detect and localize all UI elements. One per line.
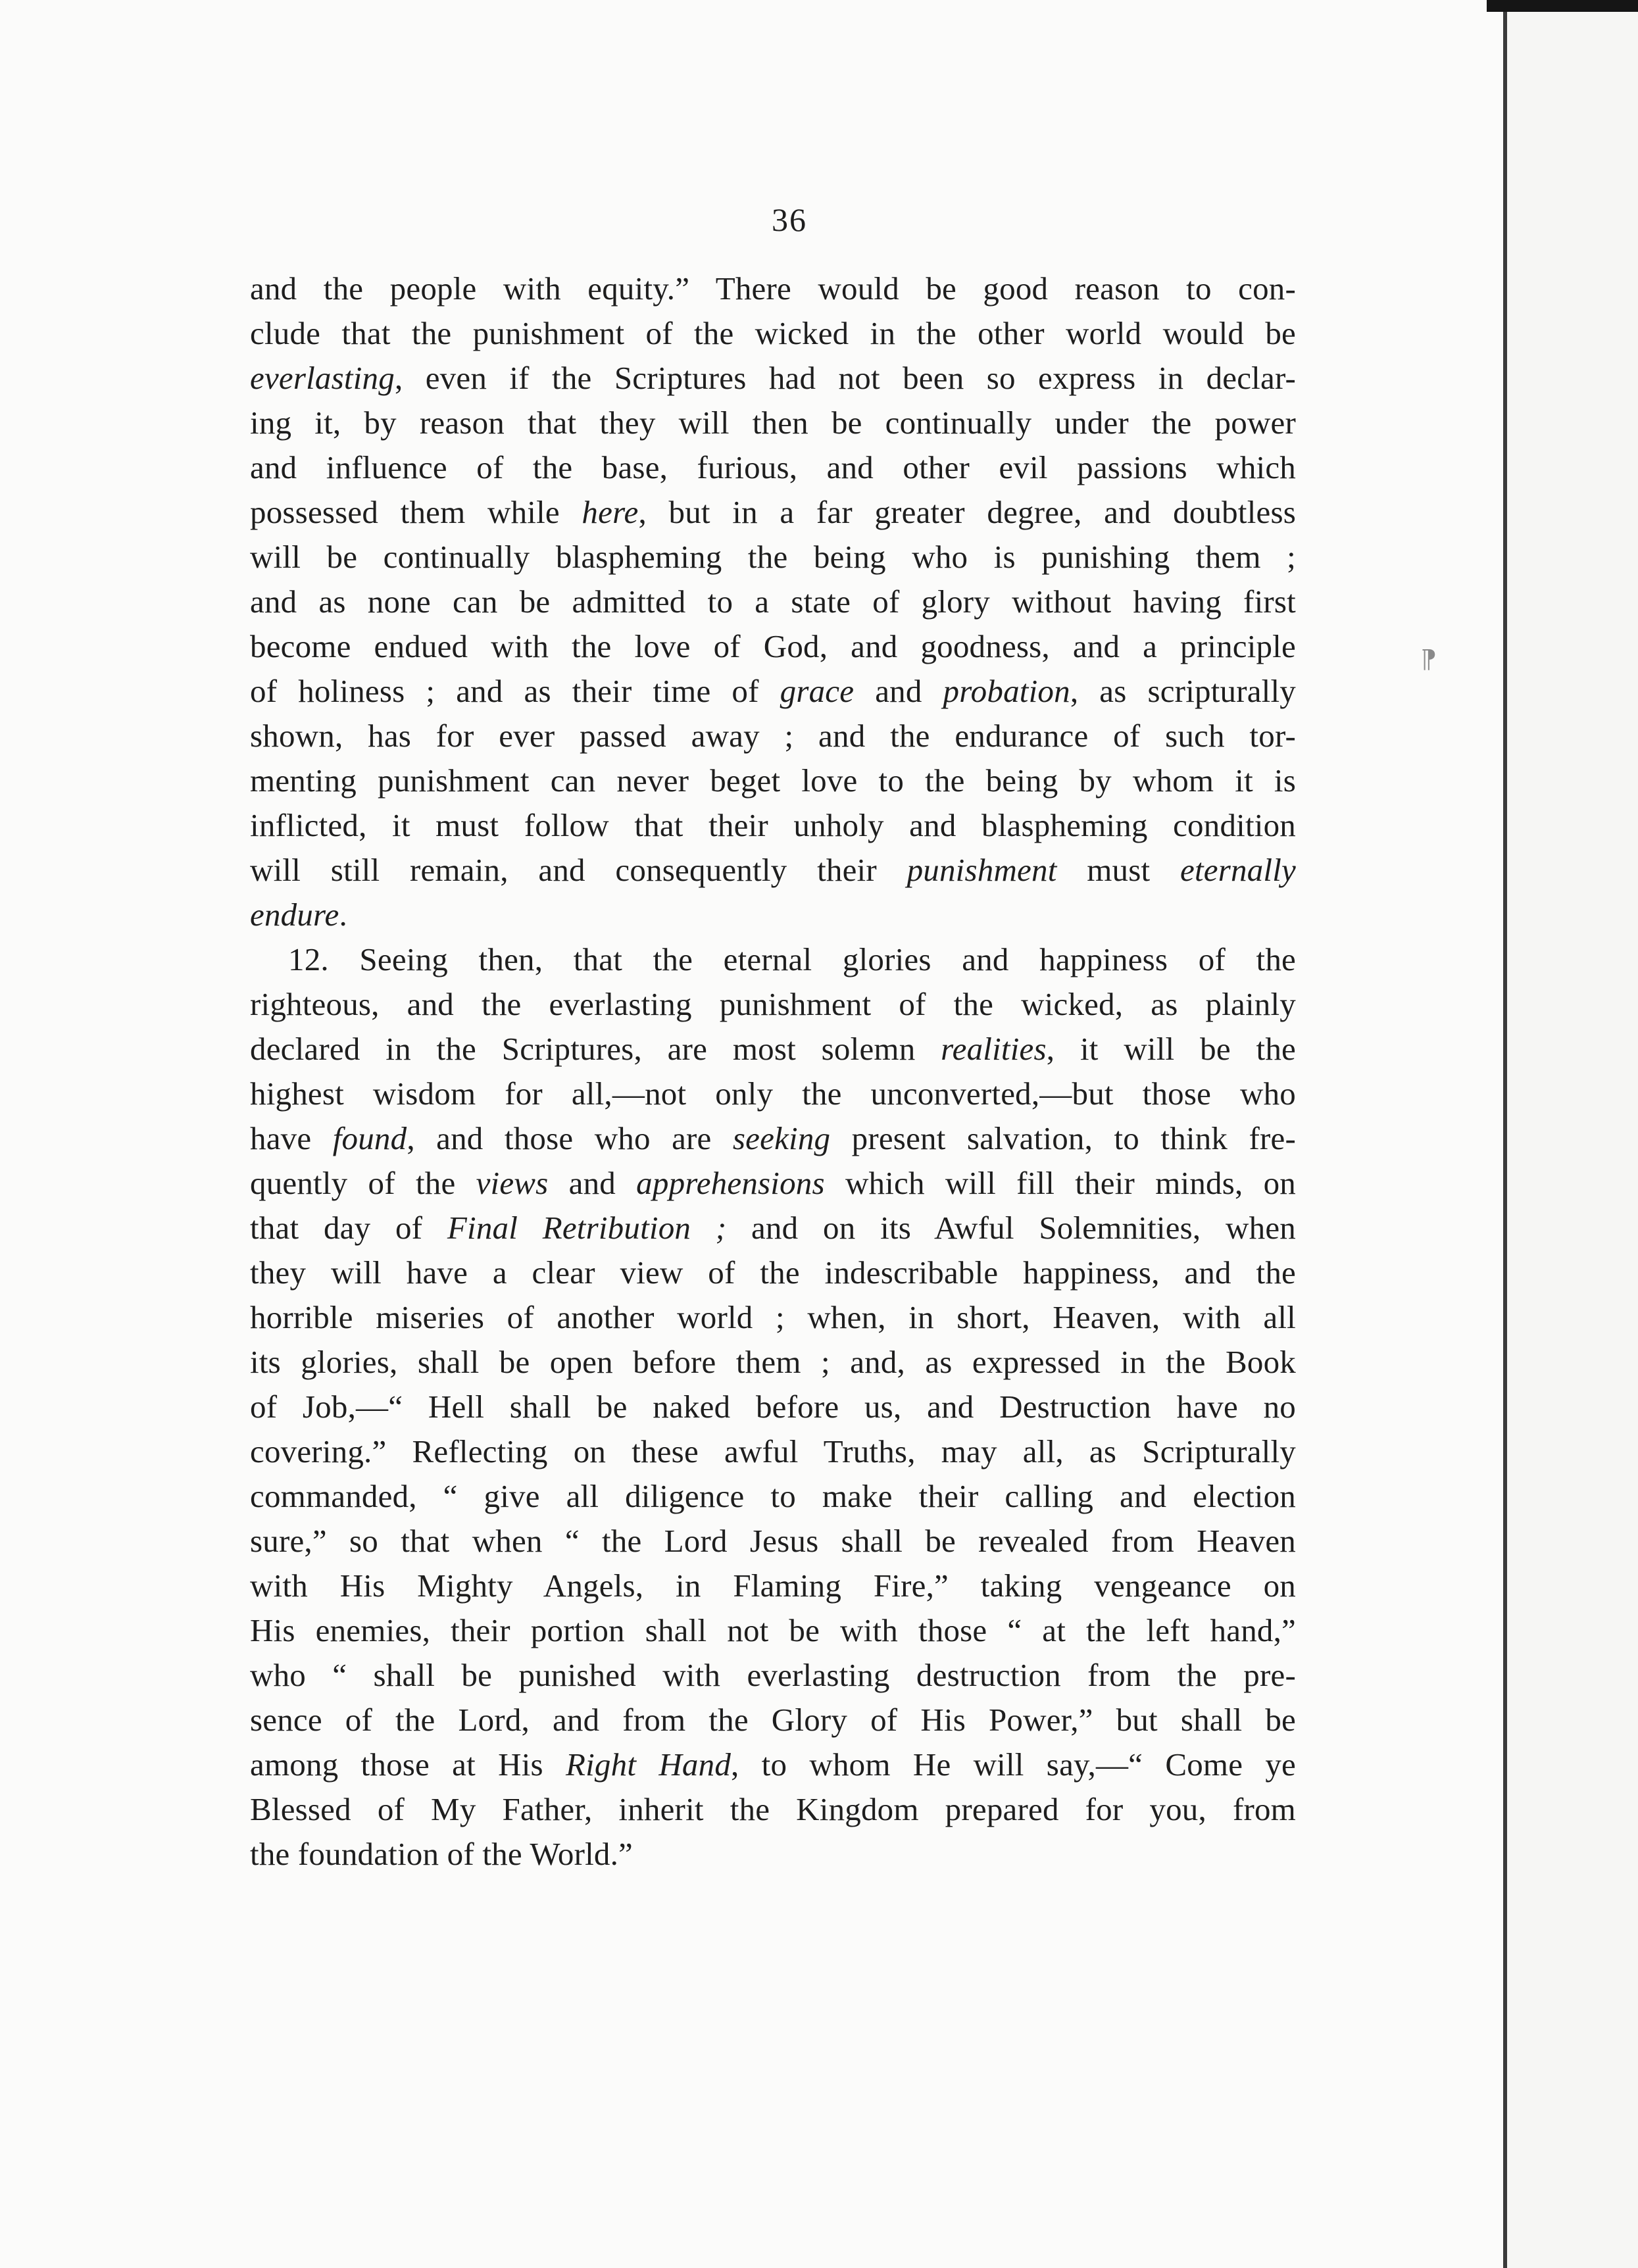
body-text xyxy=(250,266,1296,1877)
text-run: , as scripturally xyxy=(1070,673,1297,709)
text-run: become endued with the love of God, and goodness, and a principle xyxy=(250,628,1296,664)
text-line xyxy=(250,1072,1296,1116)
text-line xyxy=(250,848,1296,893)
text-line xyxy=(250,714,1296,758)
text-run: must xyxy=(1056,852,1181,888)
text-line xyxy=(250,1295,1296,1340)
text-run: horrible miseries of another world ; when, in short, Heaven, with all xyxy=(250,1299,1296,1335)
text-run: of holiness ; and as their time of xyxy=(250,673,780,709)
text-run: of Job,—“ Hell shall be naked before us, and Destruction have no xyxy=(250,1389,1296,1425)
text-run: inflicted, it must follow that their unholy and blaspheming condition xyxy=(250,807,1296,843)
text-line xyxy=(250,1832,1296,1877)
text-line xyxy=(250,356,1296,401)
scan-page-edge xyxy=(1503,0,1507,2268)
italic-text-run: everlasting xyxy=(250,360,395,396)
text-line xyxy=(250,445,1296,490)
text-run: its glories, shall be open before them ; and, as expressed in the Book xyxy=(250,1344,1296,1380)
italic-text-run: Right Hand xyxy=(565,1746,732,1783)
text-line xyxy=(250,311,1296,356)
text-run: and xyxy=(548,1165,637,1201)
text-run: and on its Awful Solemnities, when xyxy=(726,1210,1296,1246)
text-run: covering.” Reflecting on these awful Truths, may all, as Scripturally xyxy=(250,1433,1296,1469)
italic-text-run: here xyxy=(582,494,639,530)
text-run: Blessed of My Father, inherit the Kingdom prepared for you, from xyxy=(250,1791,1296,1827)
text-run: who “ shall be punished with everlasting destruction from the pre- xyxy=(250,1657,1296,1693)
text-line xyxy=(250,1653,1296,1698)
text-run: among those at His xyxy=(250,1746,566,1783)
text-run: will still remain, and consequently their xyxy=(250,852,907,888)
text-run: they will have a clear view of the indescribable happiness, and the xyxy=(250,1254,1296,1291)
text-run: highest wisdom for all,—not only the unconverted,—but those who xyxy=(250,1075,1296,1112)
text-run: menting punishment can never beget love to the being by whom it is xyxy=(250,762,1296,799)
italic-text-run: realities xyxy=(941,1031,1047,1067)
text-run: which will fill their minds, on xyxy=(824,1165,1297,1201)
text-run: sure,” so that when “ the Lord Jesus shall be revealed from Heaven xyxy=(250,1523,1296,1559)
text-line xyxy=(250,1608,1296,1653)
text-line xyxy=(250,1474,1296,1519)
text-run: and xyxy=(854,673,943,709)
text-line xyxy=(250,893,1296,937)
text-run: , to whom He will say,—“ Come ye xyxy=(731,1746,1297,1783)
text-line xyxy=(250,266,1296,311)
text-line xyxy=(250,1429,1296,1474)
text-line xyxy=(250,1787,1296,1832)
text-run: and the people with equity.” There would be good reason to con- xyxy=(250,270,1296,307)
text-line xyxy=(250,1250,1296,1295)
text-line xyxy=(250,535,1296,579)
text-run: , but in a far greater degree, and doubtless xyxy=(638,494,1296,530)
text-run: commanded, “ give all diligence to make their calling and election xyxy=(250,1478,1296,1514)
text-line xyxy=(250,1698,1296,1742)
italic-text-run: Final Retribution ; xyxy=(447,1210,727,1246)
text-run: with His Mighty Angels, in Flaming Fire,” taking vengeance on xyxy=(250,1567,1296,1604)
text-run: , even if the Scriptures had not been so express in declar- xyxy=(394,360,1296,396)
scan-right-margin xyxy=(1507,0,1638,2268)
text-line xyxy=(250,1116,1296,1161)
text-run: righteous, and the everlasting punishment of the wicked, as plainly xyxy=(250,986,1296,1022)
text-line xyxy=(250,490,1296,535)
text-line xyxy=(250,579,1296,624)
italic-text-run: seeking xyxy=(732,1120,831,1156)
text-line xyxy=(250,1519,1296,1564)
text-run: present salvation, to think fre- xyxy=(830,1120,1296,1156)
text-line xyxy=(250,1742,1296,1787)
italic-text-run: endure xyxy=(250,897,339,933)
text-run: 12. Seeing then, that the eternal glories and happiness of the xyxy=(288,941,1296,977)
text-line xyxy=(250,1206,1296,1250)
text-run: and influence of the base, furious, and other evil passions which xyxy=(250,449,1296,485)
text-line xyxy=(250,624,1296,669)
text-line xyxy=(250,982,1296,1027)
italic-text-run: apprehensions xyxy=(636,1165,825,1201)
text-run: and as none can be admitted to a state of glory without having first xyxy=(250,583,1296,620)
text-run: possessed them while xyxy=(250,494,582,530)
text-line xyxy=(250,803,1296,848)
margin-mark: ⁋ xyxy=(1421,646,1437,674)
text-line xyxy=(250,758,1296,803)
text-run: have xyxy=(250,1120,333,1156)
text-line xyxy=(250,1340,1296,1385)
italic-text-run: probation xyxy=(943,673,1070,709)
text-line xyxy=(250,1027,1296,1072)
text-run: will be continually blaspheming the being who is punishing them ; xyxy=(250,539,1296,575)
text-line xyxy=(250,937,1296,982)
text-run: . xyxy=(339,897,347,933)
italic-text-run: views xyxy=(476,1165,549,1201)
text-run: declared in the Scriptures, are most solemn xyxy=(250,1031,941,1067)
text-line xyxy=(250,1564,1296,1608)
italic-text-run: eternally xyxy=(1180,852,1296,888)
text-line xyxy=(250,1385,1296,1429)
text-run: shown, has for ever passed away ; and the endurance of such tor- xyxy=(250,718,1296,754)
text-run: quently of the xyxy=(250,1165,476,1201)
scan-top-edge xyxy=(1487,0,1638,12)
italic-text-run: punishment xyxy=(906,852,1057,888)
italic-text-run: found xyxy=(332,1120,407,1156)
italic-text-run: grace xyxy=(780,673,855,709)
text-line xyxy=(250,669,1296,714)
page-number: 36 xyxy=(772,201,807,238)
text-run: clude that the punishment of the wicked in the other world would be xyxy=(250,315,1296,351)
text-run: sence of the Lord, and from the Glory of His Power,” but shall be xyxy=(250,1702,1296,1738)
text-run: , it will be the xyxy=(1046,1031,1296,1067)
text-line xyxy=(250,401,1296,445)
text-run: His enemies, their portion shall not be with those “ at the left hand,” xyxy=(250,1612,1296,1648)
text-run: ing it, by reason that they will then be continually under the power xyxy=(250,405,1296,441)
text-run: , and those who are xyxy=(407,1120,733,1156)
text-run: the foundation of the World.” xyxy=(250,1836,633,1872)
text-line xyxy=(250,1161,1296,1206)
text-run: that day of xyxy=(250,1210,447,1246)
